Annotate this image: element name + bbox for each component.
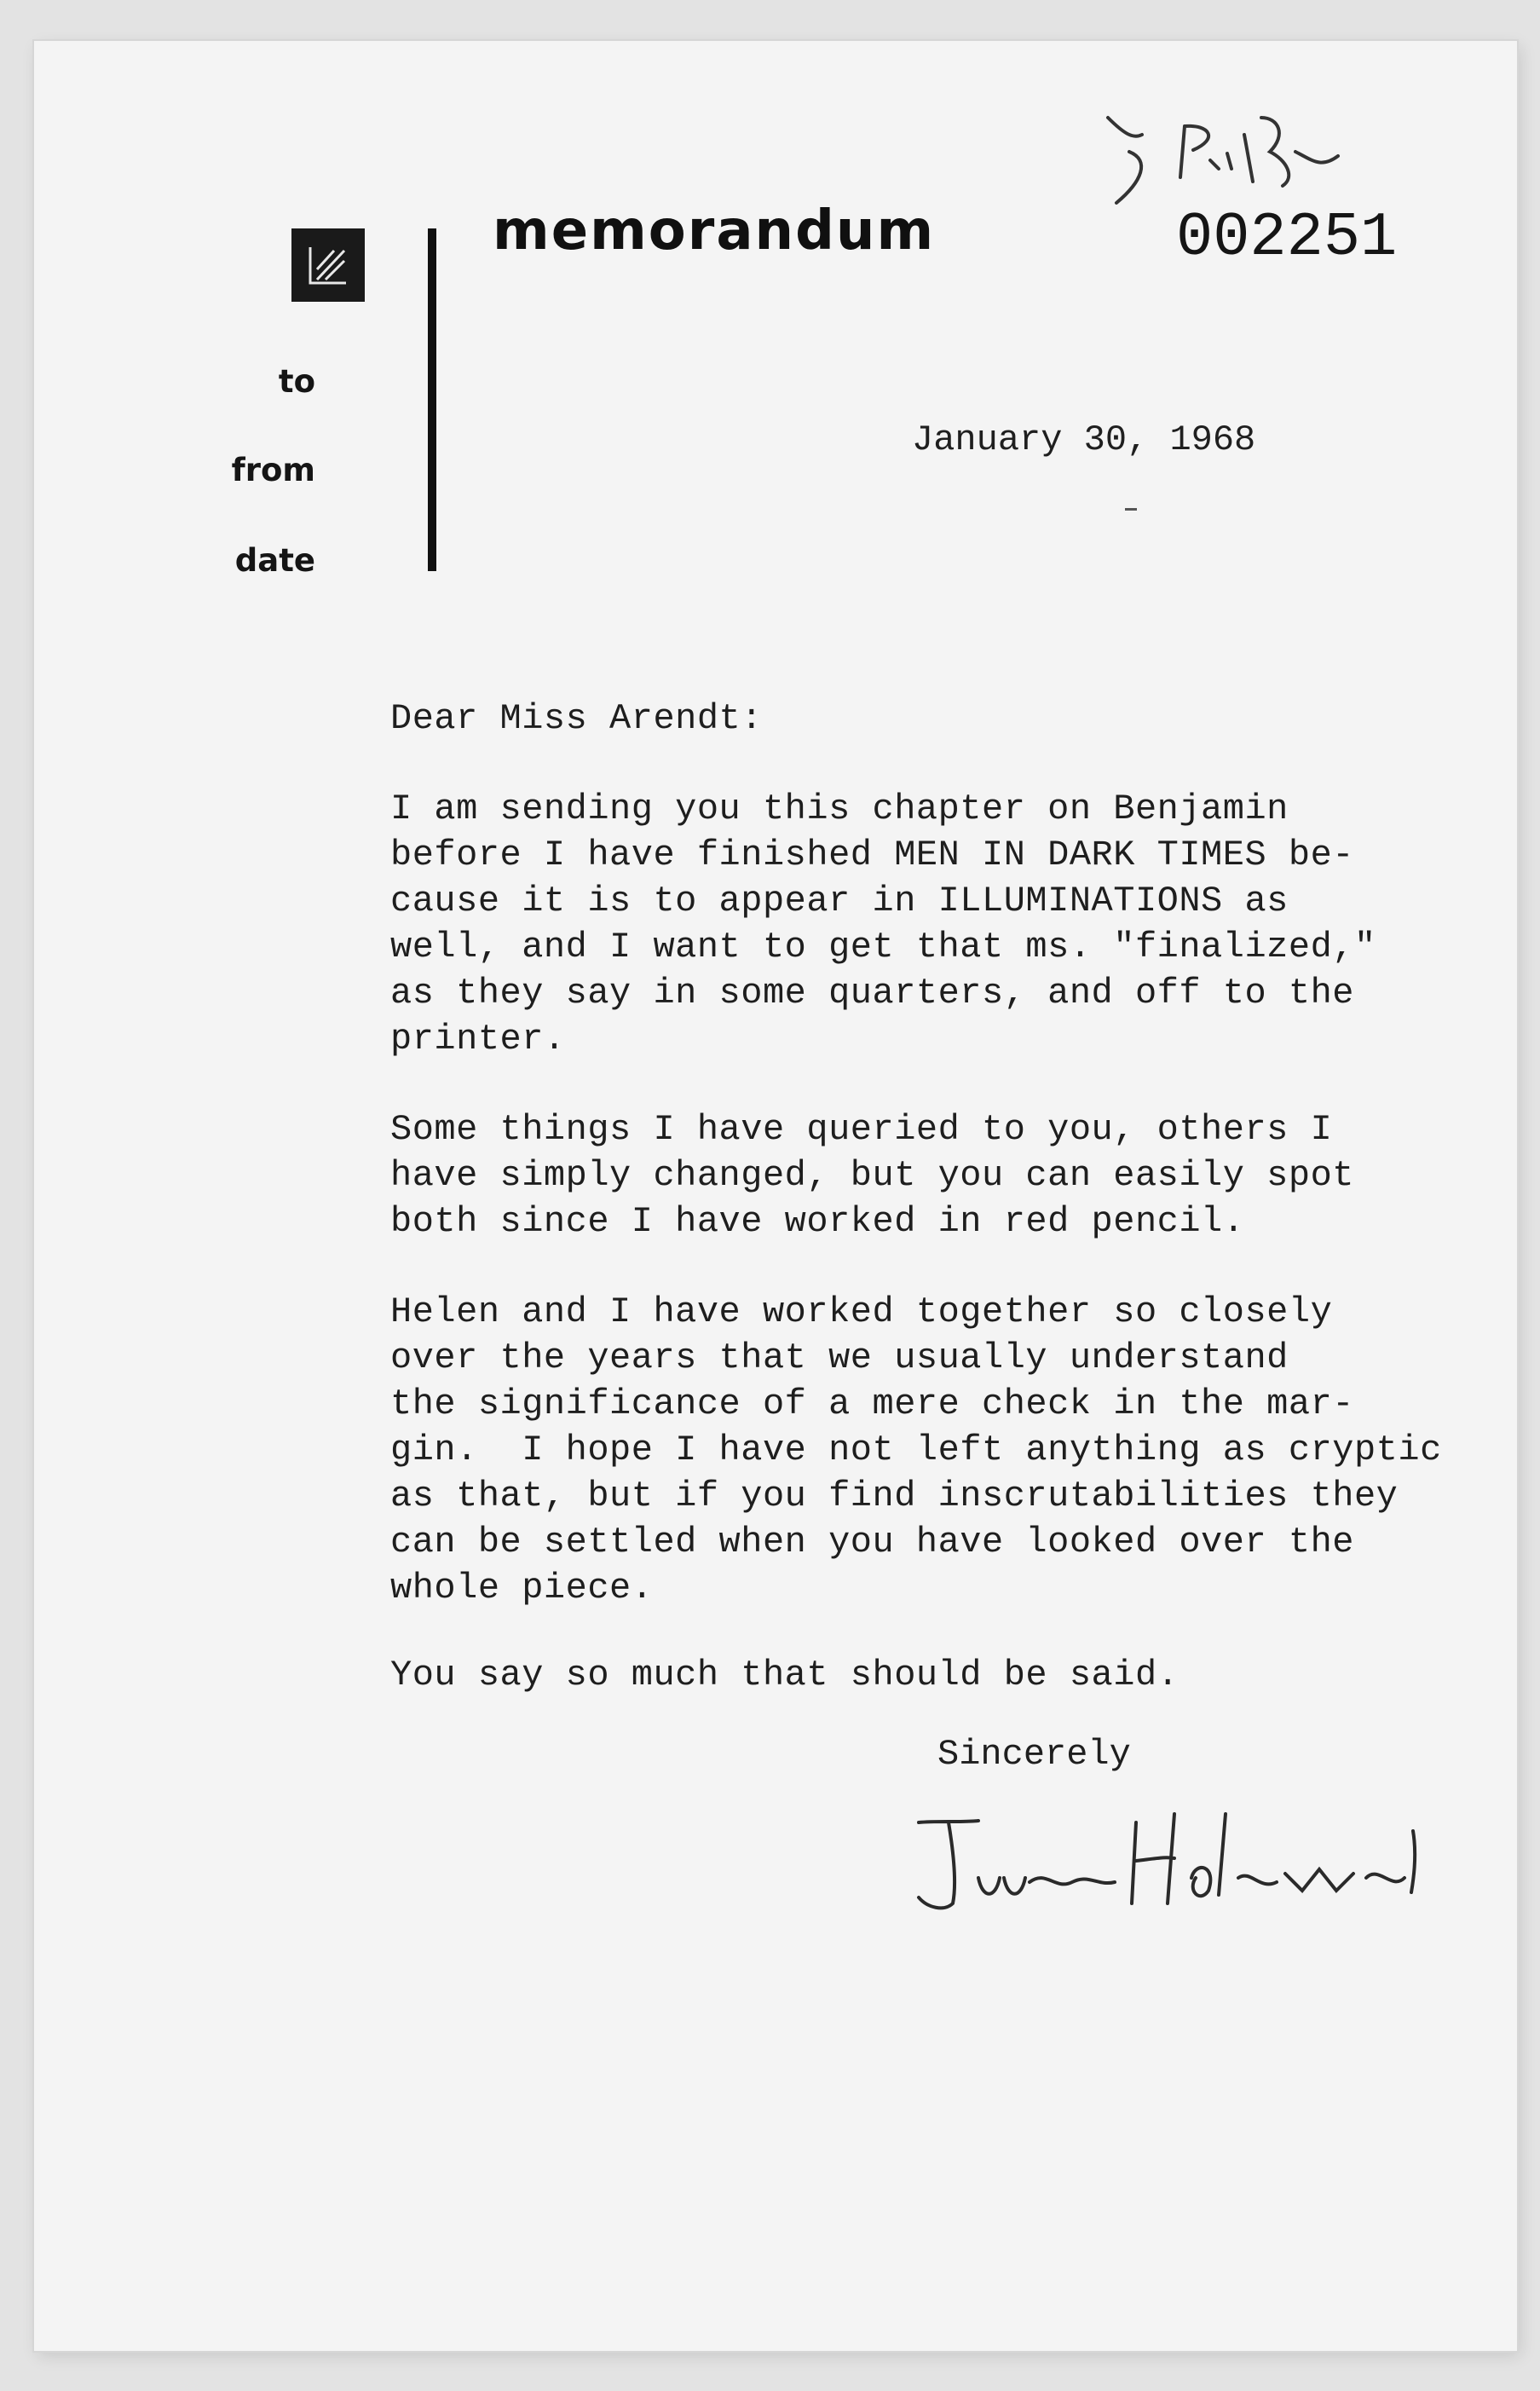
date-label: date	[234, 542, 315, 579]
paragraph-3: Helen and I have worked together so closely over the years that we usually understand the significance of a mere check in the mar- gin. I hope I have not left anything as cryptic as that, but if you find inscrutabilities they can be settled when you have looked over the whole piece.	[390, 1291, 1442, 1608]
salutation: Dear Miss Arendt:	[390, 698, 763, 739]
memo-date: January 30, 1968	[912, 419, 1256, 460]
paragraph-1: I am sending you this chapter on Benjamin before I have finished MEN IN DARK TIMES be- cause it is to appear in ILLUMINATIONS as well, and I want to get that ms. "finalized," as they say in some quarters, and off to the printer.	[390, 788, 1376, 1060]
paragraph-2: Some things I have queried to you, others I have simply changed, but you can easily spot both since I have worked in red pencil.	[390, 1109, 1354, 1242]
memo-number: 002251	[1176, 203, 1398, 273]
from-label: from	[231, 452, 315, 488]
logo-mark-icon	[291, 228, 365, 302]
memo-page	[34, 41, 1517, 2351]
to-label: to	[278, 363, 315, 400]
company-logo	[291, 228, 365, 302]
letterhead-divider	[428, 228, 436, 571]
closing: Sincerely	[937, 1734, 1131, 1775]
paragraph-4: You say so much that should be said.	[390, 1655, 1180, 1695]
typed-mark	[1125, 508, 1137, 511]
handwritten-signature	[902, 1797, 1481, 1925]
handwritten-annotation	[1091, 101, 1398, 237]
memo-title: memorandum	[493, 199, 936, 263]
